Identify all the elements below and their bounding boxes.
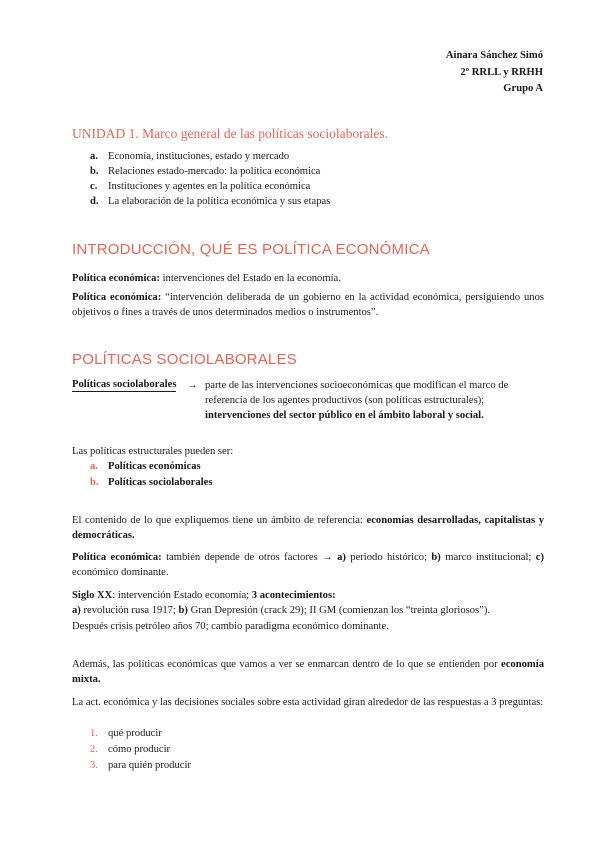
group-name: Grupo A [503,83,543,94]
list-text: qué producir [108,728,162,739]
list-label: 1. [90,728,98,739]
factors-text: también depende de otros factores → [161,552,338,563]
intro-heading: INTRODUCCIÓN, QUÉ ES POLÍTICA ECONÓMICA [72,241,430,258]
term-label: Política económica: [72,273,160,284]
factor-label: b) [431,552,441,563]
activity-paragraph: La act. económica y las decisiones sociales sobre esta actividad giran alrededor de las respuestas a 3 preguntas: [72,697,544,708]
socio-heading: POLÍTICAS SOCIOLABORALES [72,351,297,368]
factor-label: a) [337,552,346,563]
list-label: a. [90,461,98,472]
list-label: a. [90,151,98,162]
list-label: 3. [90,760,98,771]
event-label: a) [72,605,81,616]
arrow-icon: → [187,380,198,391]
factor-text: periodo histórico; [345,552,432,563]
events-label: 3 acontecimientos: [251,590,336,601]
socio-term: Políticas sociolaborales [72,379,177,390]
list-label: b. [90,477,99,488]
event-text: revolución rusa 1917; [80,605,179,616]
list-label: c. [90,181,98,192]
unit-title: UNIDAD 1. Marco general de las políticas sociolaborales. [72,126,389,141]
event-text: Gran Depresión (crack 29); II GM (comienzan los “treinta gloriosos”). [187,605,491,616]
mixed-bold: economía mixta. [72,659,544,685]
events-line-2: Después crisis petróleo años 70; cambio paradigma económico dominante. [72,621,389,632]
intro-paragraph-1 [72,271,544,286]
list-text: La elaboración de la política económica y sus etapas [108,196,331,207]
socio-def-line-3: intervenciones del sector público en el ámbito laboral y social. [205,410,484,421]
events-line-1 [72,603,552,618]
context-paragraph [72,513,544,543]
struct-intro: Las políticas estructurales pueden ser: [72,446,234,457]
author-name: Ainara Sánchez Simó [445,50,543,61]
context-bold: economías desarrolladas, capitalistas y democráticas. [72,515,544,541]
list-label: d. [90,196,99,207]
factors-paragraph [72,550,544,580]
term-label: Política económica: [72,292,162,303]
event-label: b) [178,605,188,616]
course-name: 2º RRLL y RRHH [460,67,543,78]
list-text: Políticas sociolaborales [108,477,213,488]
list-label: b. [90,166,99,177]
list-text: Políticas económicas [108,461,201,472]
list-text: para quién producir [108,760,191,771]
term-label: Política económica: [72,552,162,563]
mixed-paragraph [72,657,544,687]
list-text: cómo producir [108,744,171,755]
socio-def-line-2: referencia de los agentes productivos (son políticas estructurales); [205,395,485,406]
definition-text: “intervención deliberada de un gobierno en la actividad económica, persiguiendo unos objetivos o fines a través de unos determinados medios o instrumentos”. [72,292,544,318]
siglo-text: : intervención Estado economía; [112,590,252,601]
list-text: Instituciones y agentes en la política económica [108,181,311,192]
factor-text: marco institucional; [440,552,536,563]
factor-label: c) [535,552,544,563]
mixed-text: Además, las políticas económicas que vamos a ver se enmarcan dentro de lo que se entienden por [72,659,502,670]
intro-paragraph-2 [72,290,544,320]
definition-text: intervenciones del Estado en la economía. [159,273,341,284]
siglo-label: Siglo XX [72,590,113,601]
list-label: 2. [90,744,98,755]
socio-def-line-1: parte de las intervenciones socioeconómicas que modifican el marco de [205,380,509,391]
siglo-line [72,588,544,603]
list-text: Economía, instituciones, estado y mercado [108,151,290,162]
context-text: El contenido de lo que expliquemos tiene un ámbito de referencia: [72,515,367,526]
factor-text: económico dominante. [72,567,169,578]
list-text: Relaciones estado-mercado: la política económica [108,166,321,177]
